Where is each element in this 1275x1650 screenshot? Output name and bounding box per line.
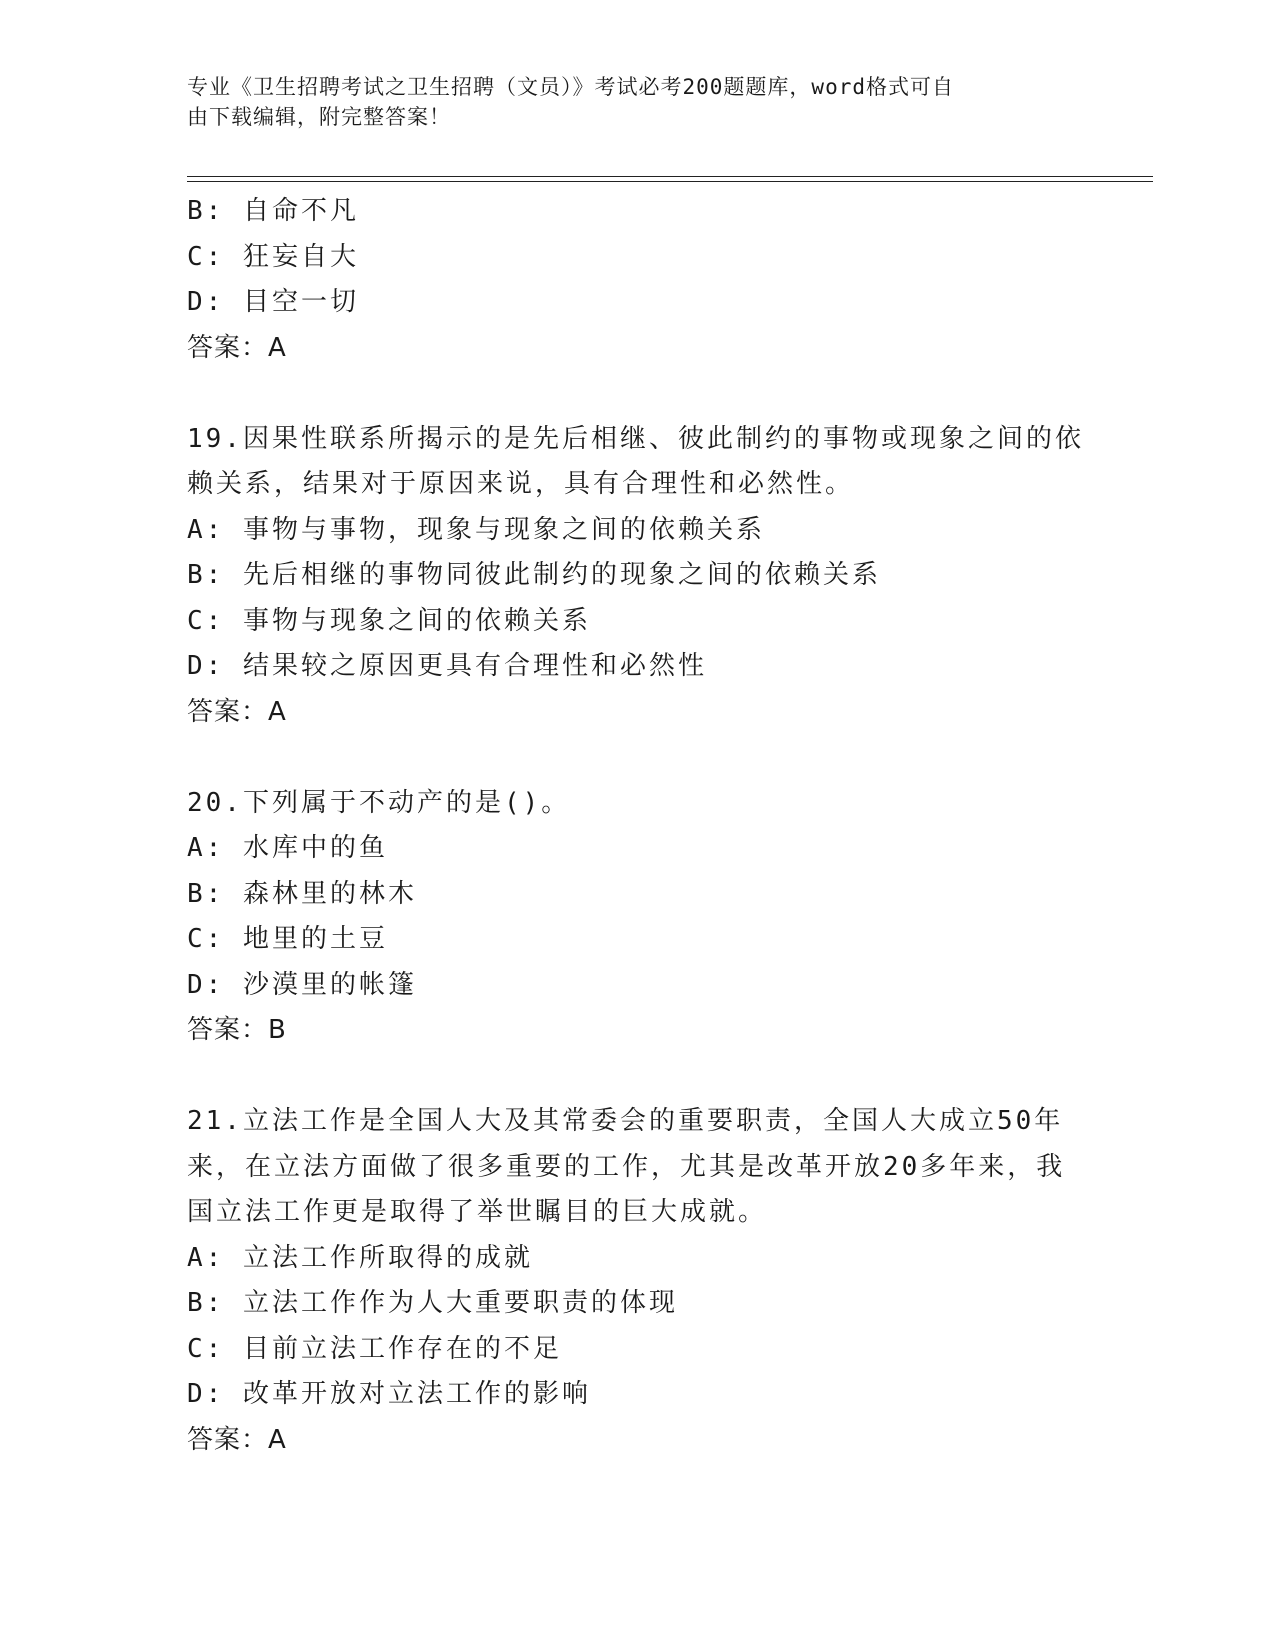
option-c: C: 狂妄自大 <box>187 241 359 272</box>
header-line-1: 专业《卫生招聘考试之卫生招聘（文员）》考试必考200题题库，word格式可自 <box>187 75 954 99</box>
question-stem: 19.因果性联系所揭示的是先后相继、彼此制约的事物或现象之间的依 <box>187 423 1084 454</box>
question-21 <box>187 1099 1087 1463</box>
option-d: D: 改革开放对立法工作的影响 <box>187 1379 591 1409</box>
header-line-2: 由下载编辑，附完整答案！ <box>187 105 451 129</box>
option-d: D: 结果较之原因更具有合理性和必然性 <box>187 651 707 681</box>
option-b: B: 先后相继的事物同彼此制约的现象之间的依赖关系 <box>187 560 881 590</box>
option-b: B: 自命不凡 <box>187 196 359 226</box>
question-stem-continued: 国立法工作更是取得了举世瞩目的巨大成就。 <box>187 1197 768 1227</box>
option-b: B: 森林里的林木 <box>187 878 417 909</box>
answer: 答案：A <box>187 696 287 727</box>
document-header <box>187 72 1067 132</box>
question-stem: 20.下列属于不动产的是()。 <box>187 787 571 818</box>
question-18-tail <box>187 189 1087 371</box>
option-a: A: 水库中的鱼 <box>187 833 388 863</box>
question-list <box>187 189 1087 1463</box>
question-stem-continued: 赖关系，结果对于原因来说，具有合理性和必然性。 <box>187 469 855 499</box>
header-divider-top <box>187 176 1153 177</box>
spacer <box>187 735 1087 781</box>
answer: 答案：A <box>187 1424 287 1455</box>
option-a: A: 立法工作所取得的成就 <box>187 1242 533 1273</box>
question-20 <box>187 781 1087 1054</box>
question-stem-continued: 来，在立法方面做了很多重要的工作，尤其是改革开放20多年来，我 <box>187 1151 1066 1182</box>
option-c: C: 事物与现象之间的依赖关系 <box>187 605 591 636</box>
question-stem: 21.立法工作是全国人大及其常委会的重要职责，全国人大成立50年 <box>187 1106 1064 1136</box>
answer: 答案：A <box>187 332 287 363</box>
question-19 <box>187 417 1087 736</box>
option-d: D: 沙漠里的帐篷 <box>187 969 417 1000</box>
option-b: B: 立法工作作为人大重要职责的体现 <box>187 1288 678 1318</box>
spacer <box>187 371 1087 417</box>
option-c: C: 地里的土豆 <box>187 924 388 954</box>
option-d: D: 目空一切 <box>187 287 359 317</box>
header-divider-bottom <box>187 181 1153 182</box>
option-c: C: 目前立法工作存在的不足 <box>187 1333 562 1364</box>
answer: 答案：B <box>187 1015 287 1045</box>
option-a: A: 事物与事物，现象与现象之间的依赖关系 <box>187 514 765 545</box>
spacer <box>187 1054 1087 1100</box>
